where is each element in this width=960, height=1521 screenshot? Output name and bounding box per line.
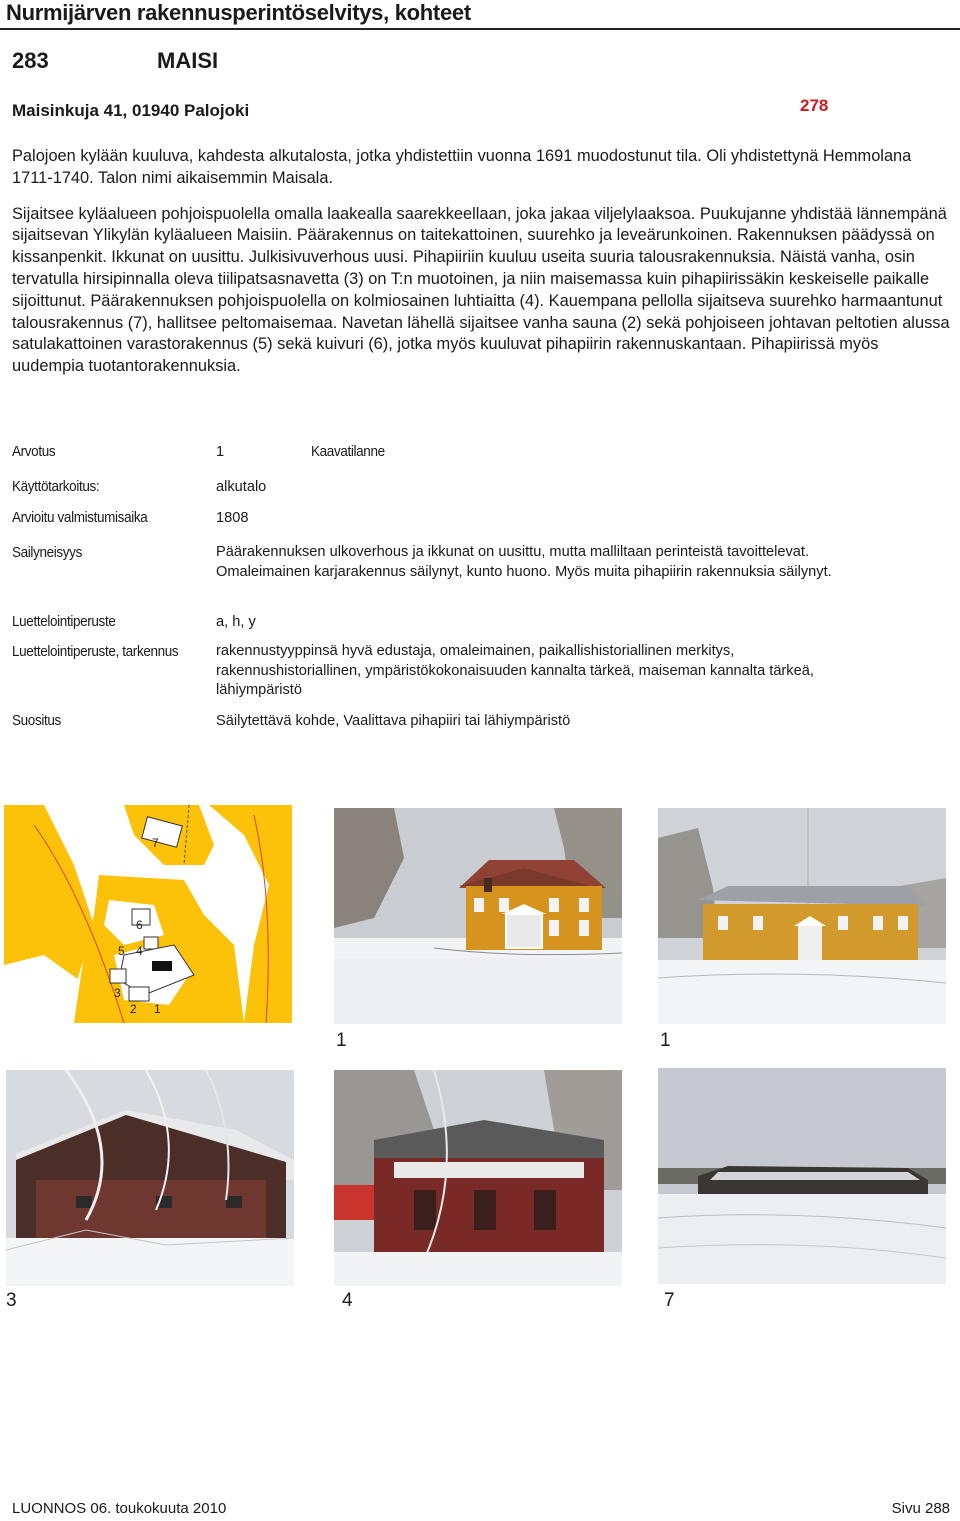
document-title: Nurmijärven rakennusperintöselvitys, kohteet	[6, 0, 471, 25]
object-name: MAISI	[157, 48, 219, 73]
suositus-value: Säilytettävä kohde, Vaalittava pihapiiri tai lähiympäristö	[216, 713, 571, 729]
sailyneisyys-value: Päärakennuksen ulkoverhous ja ikkunat on uusittu, mutta malliltaan perinteistä tavoittelevat. Omaleimainen karjarakennus säilynyt, kunto huono. Myös muita pihapiirin rakennuksia säilynyt.	[216, 544, 832, 580]
footer-page-number: Sivu 288	[891, 1500, 950, 1517]
document-header	[0, 0, 960, 30]
tarkennus-label: Luettelointiperuste, tarkennus	[12, 643, 179, 660]
arvotus-value: 1	[216, 444, 225, 460]
map-label-1: 1	[154, 1002, 161, 1016]
map-label-2: 2	[130, 1002, 137, 1016]
luettelointiperuste-label: Luettelointiperuste	[12, 613, 116, 630]
description	[12, 146, 950, 378]
map-label-3: 3	[114, 986, 121, 1000]
kayttotarkoitus-value: alkutalo	[216, 479, 267, 495]
photo-storehouse-4	[334, 1070, 622, 1286]
photo-caption-2: 1	[660, 1030, 671, 1051]
map-label-6: 6	[136, 918, 143, 932]
photo-main-house-1	[334, 808, 622, 1024]
photo-barn-3	[6, 1070, 294, 1286]
map-label-4: 4	[136, 944, 143, 958]
photo-caption-7: 7	[664, 1290, 675, 1311]
arvotus-label: Arvotus	[12, 443, 56, 460]
luettelointiperuste-value: a, h, y	[216, 614, 256, 630]
object-page-code: 278	[800, 96, 829, 115]
object-number: 283	[12, 48, 49, 73]
kaavatilanne-label: Kaavatilanne	[311, 443, 385, 460]
photo-caption-4: 4	[342, 1290, 353, 1311]
site-map-image	[4, 805, 292, 1023]
map-label-5: 5	[118, 944, 125, 958]
kayttotarkoitus-label: Käyttötarkoitus:	[12, 478, 100, 495]
tarkennus-value: rakennustyyppinsä hyvä edustaja, omaleimainen, paikallishistoriallinen merkitys, rakennushistoriallinen, ympäristökokonaisuuden kannalta tärkeä, maiseman kannalta tärkeä, lähiympäristö	[216, 643, 814, 698]
sailyneisyys-label: Sailyneisyys	[12, 544, 82, 561]
photo-caption-1: 1	[336, 1030, 347, 1051]
valmistumisaika-value: 1808	[216, 510, 249, 526]
description-paragraph-1: Palojoen kylään kuuluva, kahdesta alkutalosta, jotka yhdistettiin vuonna 1691 muodostunut tila. Oli yhdistettynä Hemmolana 1711-1740. Talon nimi aikaisemmin Maisala.	[12, 147, 912, 187]
suositus-label: Suositus	[12, 712, 61, 729]
footer-draft-date: LUONNOS 06. toukokuuta 2010	[12, 1500, 227, 1517]
photo-field-building-7	[658, 1068, 946, 1284]
valmistumisaika-label: Arvioitu valmistumisaika	[12, 509, 148, 526]
photo-caption-3: 3	[6, 1290, 17, 1311]
object-address: Maisinkuja 41, 01940 Palojoki	[12, 101, 250, 120]
map-label-7: 7	[152, 836, 159, 850]
photo-main-house-2	[658, 808, 946, 1024]
description-paragraph-2: Sijaitsee kyläalueen pohjoispuolella omalla laakealla saarekkeellaan, joka jakaa viljelylaaksoa. Puukujanne yhdistää lännempänä sijaitsevan Ylikylän kyläalueen Maisiin. Päärakennus on taitekattoinen, suurehko ja leveärunkoinen. Rakennuksen päädyssä on kissanpenkit. Ikkunat on uusittu. Julkisivuverhous uusi. Pihapiiriin kuuluu useita suuria talousrakennuksia. Näistä vanha, osin tervatulla hirsipinnalla oleva tiilipatsasnavetta (3) on T:n muotoinen, ja niin maisemassa kuin pihapiirissäkin keskeiselle paikalle sijoittunut. Päärakennuksen pohjoispuolella on kolmiosainen luhtiaitta (4). Kauempana pellolla sijaitseva suurehko harmaantunut talousrakennus (7), hallitsee peltomaisemaa. Navetan lähellä sijaitsee vanha sauna (2) sekä pohjoiseen johtavan peltotien alussa satulakattoinen varastorakennus (5) sekä kuivuri (6), jotka myös kuuluvat pihapiirin rakennuskantaan. Pihapiirissä myös uudempia tuotantorakennuksia.	[12, 204, 950, 376]
